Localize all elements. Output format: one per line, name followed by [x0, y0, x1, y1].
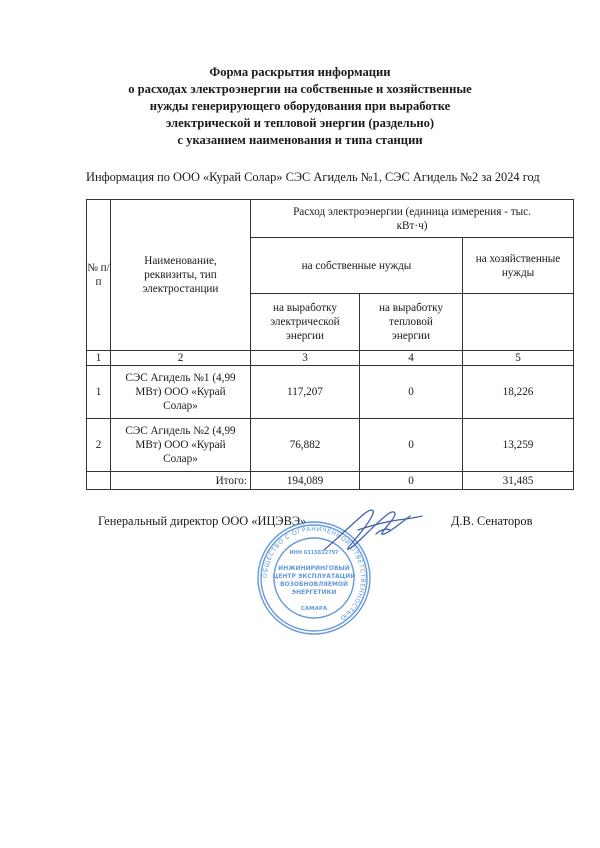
- table-row: [87, 419, 574, 472]
- stamp-inner-line: ЦЕНТР ЭКСПЛУАТАЦИИ: [272, 573, 356, 580]
- row-household: 18,226: [463, 366, 574, 419]
- row-thermal: 0: [360, 366, 463, 419]
- row-num: 2: [87, 419, 111, 472]
- title-line-4: электрической и тепловой энергии (раздельно): [165, 116, 435, 130]
- row-name: СЭС Агидель №2 (4,99 МВт) ООО «Курай Солар»: [111, 419, 251, 472]
- title-line-3: нужды генерирующего оборудования при выработке: [149, 99, 451, 113]
- total-thermal: 0: [360, 472, 463, 490]
- header-empty-cell: [463, 294, 574, 351]
- form-title: [60, 64, 540, 149]
- header-electric: на выработку электрической энергии: [251, 294, 360, 351]
- row-thermal: 0: [360, 419, 463, 472]
- header-thermal: на выработку тепловой энергии: [360, 294, 463, 351]
- total-household: 31,485: [463, 472, 574, 490]
- header-name: Наименование, реквизиты, тип электростанции: [111, 200, 251, 351]
- column-number: 1: [87, 351, 111, 366]
- signer-name: Д.В. Сенаторов: [451, 514, 533, 528]
- row-electric: 76,882: [251, 419, 360, 472]
- stamp-inner-line: ЭНЕРГЕТИКИ: [291, 589, 337, 596]
- info-text: Информация по ООО «Курай Солар» СЭС Агидель №1, СЭС Агидель №2 за 2024 год: [86, 170, 540, 184]
- handwritten-signature: [318, 500, 428, 560]
- stamp-city: САМАРА: [300, 606, 328, 612]
- total-row: [87, 472, 574, 490]
- stamp-code: ИНН 6315812797: [289, 550, 339, 556]
- total-label: Итого:: [111, 472, 251, 490]
- header-consumption: Расход электроэнергии (единица измерения - тыс. кВт·ч): [251, 200, 574, 238]
- column-number: 4: [360, 351, 463, 366]
- total-electric: 194,089: [251, 472, 360, 490]
- header-household-needs: на хозяйственные нужды: [463, 238, 574, 294]
- column-number: 5: [463, 351, 574, 366]
- total-empty-cell: [87, 472, 111, 490]
- stamp-inner-line: ИНЖИНИРИНГОВЫЙ: [278, 565, 350, 572]
- signer-position: Генеральный директор ООО «ИЦЭВЭ»: [98, 514, 307, 528]
- stamp-inner-line: ВОЗОБНОВЛЯЕМОЙ: [279, 581, 349, 588]
- header-num: № п/п: [87, 200, 111, 351]
- table-row: [87, 366, 574, 419]
- header-own-needs: на собственные нужды: [251, 238, 463, 294]
- title-line-5: с указанием наименования и типа станции: [177, 133, 423, 147]
- row-num: 1: [87, 366, 111, 419]
- column-number: 3: [251, 351, 360, 366]
- row-household: 13,259: [463, 419, 574, 472]
- stamp-ring-text: ОБЩЕСТВО С ОГРАНИЧЕННОЙ ОТВЕТСТВЕННОСТЬЮ: [261, 525, 367, 622]
- consumption-table: [86, 199, 574, 490]
- row-electric: 117,207: [251, 366, 360, 419]
- title-line-2: о расходах электроэнергии на собственные и хозяйственные: [128, 82, 472, 96]
- column-number: 2: [111, 351, 251, 366]
- row-name: СЭС Агидель №1 (4,99 МВт) ООО «Курай Солар»: [111, 366, 251, 419]
- title-line-1: Форма раскрытия информации: [209, 65, 391, 79]
